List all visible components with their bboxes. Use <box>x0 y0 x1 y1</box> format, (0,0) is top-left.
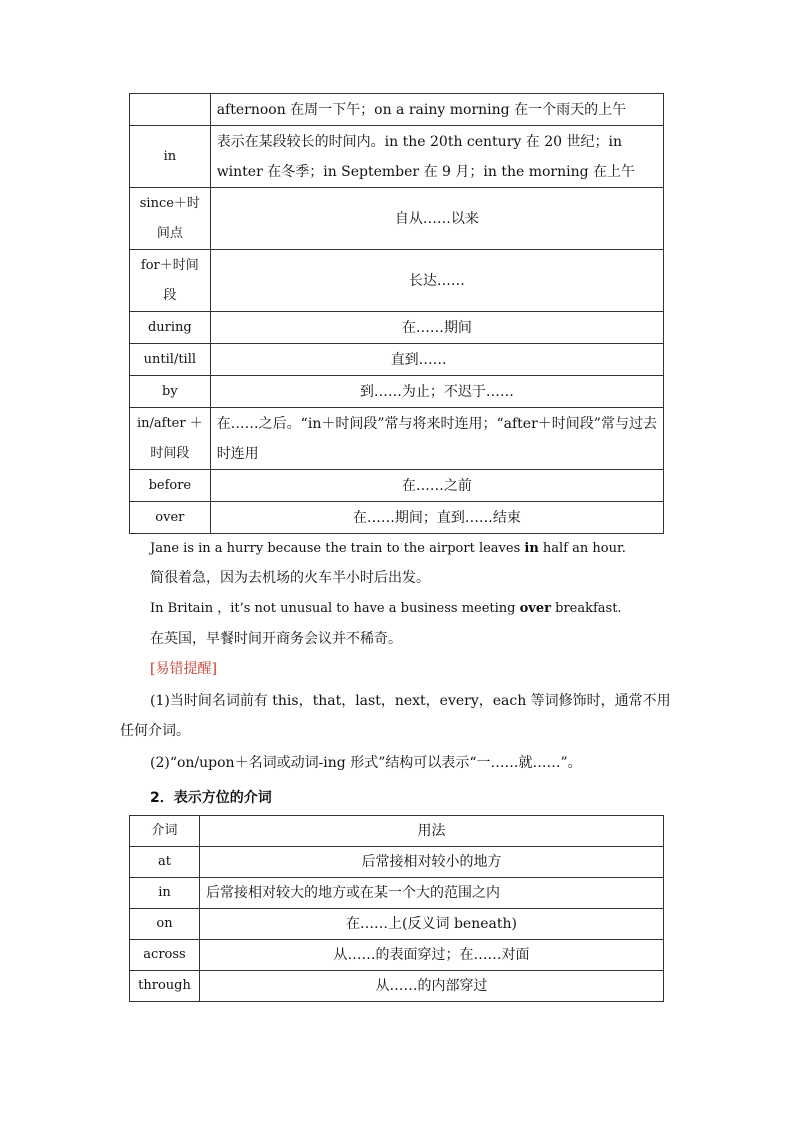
term-cell: in/after ＋时间段 <box>130 408 211 470</box>
table-row <box>130 847 664 878</box>
example-2-chinese: 在英国，早餐时间开商务会议并不稀奇。 <box>150 631 402 647</box>
column-header: 用法 <box>200 816 664 847</box>
table-row <box>130 502 664 534</box>
tip-point-2: (2)“on/upon＋名词或动词-ing 形式”结构可以表示“一……就……”。 <box>150 755 582 771</box>
table-row <box>130 940 664 971</box>
column-header: 介词 <box>130 816 200 847</box>
example-keyword: in <box>524 541 539 556</box>
term-cell: over <box>130 502 211 534</box>
table-row <box>130 408 664 470</box>
term-cell: in <box>130 126 211 188</box>
example-1-chinese: 简很着急，因为去机场的火车半小时后出发。 <box>150 570 430 586</box>
term-cell: since＋时间点 <box>130 188 211 250</box>
usage-cell: 后常接相对较大的地方或在某一个大的范围之内 <box>200 878 664 909</box>
usage-cell: 自从……以来 <box>210 188 663 250</box>
usage-cell: 表示在某段较长的时间内。in the 20th century 在 20 世纪；in winter 在冬季；in September 在 9 月；in the morning 在上午 <box>210 126 663 188</box>
table-row <box>130 126 664 188</box>
usage-cell: 在……之后。“in＋时间段”常与将来时连用；“after＋时间段”常与过去时连用 <box>210 408 663 470</box>
table-row <box>130 344 664 376</box>
usage-cell: 从……的内部穿过 <box>200 971 664 1002</box>
term-cell: for＋时间段 <box>130 250 211 312</box>
table-row <box>130 94 664 126</box>
usage-cell: afternoon 在周一下午；on a rainy morning 在一个雨天的上午 <box>210 94 663 126</box>
section-title: 2．表示方位的介词 <box>150 790 272 806</box>
table-row <box>130 312 664 344</box>
example-text: In Britain ，it’s not unusual to have a business meeting <box>150 601 520 616</box>
example-2-english <box>150 594 710 624</box>
term-cell <box>130 94 211 126</box>
example-text: breakfast. <box>550 601 622 616</box>
usage-cell: 在……上(反义词 beneath) <box>200 909 664 940</box>
example-text: half an hour. <box>538 541 626 556</box>
tip-heading: [易错提醒] <box>150 661 217 677</box>
term-cell: through <box>130 971 200 1002</box>
term-cell: on <box>130 909 200 940</box>
term-cell: before <box>130 470 211 502</box>
table-row <box>130 376 664 408</box>
place-prepositions-table <box>129 815 664 1002</box>
term-cell: by <box>130 376 211 408</box>
table-header-row <box>130 816 664 847</box>
table-row <box>130 909 664 940</box>
term-cell: until/till <box>130 344 211 376</box>
usage-cell: 在……期间；直到……结束 <box>210 502 663 534</box>
usage-cell: 从……的表面穿过；在……对面 <box>200 940 664 971</box>
term-cell: across <box>130 940 200 971</box>
usage-cell: 在……期间 <box>210 312 663 344</box>
time-prepositions-table <box>129 93 664 534</box>
table-row <box>130 878 664 909</box>
usage-cell: 长达…… <box>210 250 663 312</box>
term-cell: in <box>130 878 200 909</box>
example-1-english <box>150 534 710 564</box>
term-cell: during <box>130 312 211 344</box>
example-text: Jane is in a hurry because the train to the airport leaves <box>150 541 525 556</box>
tip-point-1: (1)当时间名词前有 this，that，last，next，every，each 等词修饰时，通常不用任何介词。 <box>120 693 671 739</box>
usage-cell: 直到…… <box>210 344 663 376</box>
term-cell: at <box>130 847 200 878</box>
usage-cell: 后常接相对较小的地方 <box>200 847 664 878</box>
table-row <box>130 470 664 502</box>
table-row <box>130 971 664 1002</box>
usage-cell: 到……为止；不迟于…… <box>210 376 663 408</box>
table-row <box>130 250 664 312</box>
table-row <box>130 188 664 250</box>
usage-cell: 在……之前 <box>210 470 663 502</box>
example-keyword: over <box>519 601 551 616</box>
